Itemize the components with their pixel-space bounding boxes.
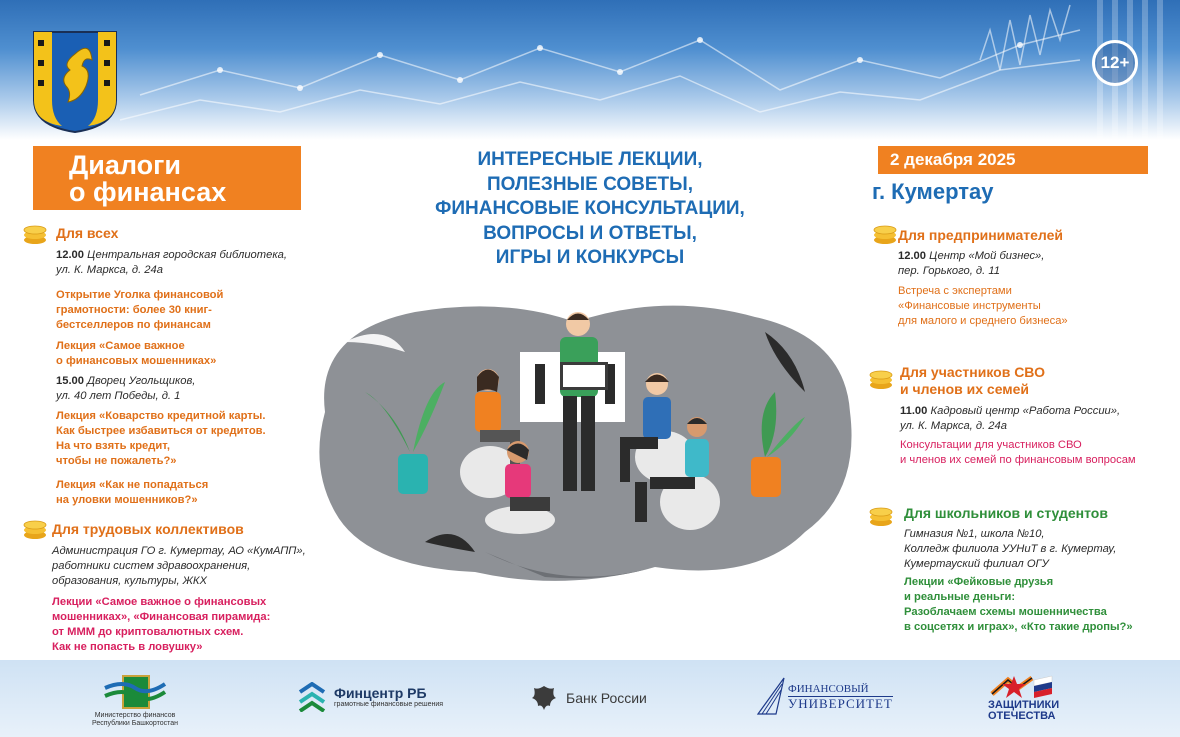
event-line: Разоблачаем схемы мошенничества: [904, 606, 1107, 618]
event-title-line2: о финансах: [69, 177, 227, 207]
event-title: [33, 146, 301, 210]
heading-line: ИНТЕРЕСНЫЕ ЛЕКЦИИ,: [477, 149, 703, 170]
center-heading: [370, 148, 810, 271]
venue-address: ул. К. Маркса, д. 24а: [900, 420, 1007, 432]
coins-icon: [868, 505, 894, 527]
event-line: от МММ до криптовалютных схем.: [52, 626, 244, 638]
header-banner: [0, 0, 1180, 140]
heading-line: ИГРЫ И КОНКУРСЫ: [495, 247, 685, 268]
minfin-caption: [92, 712, 178, 728]
venue-line: Кумертауский филиал ОГУ: [904, 558, 1049, 570]
event-line: Как быстрее избавиться от кредитов.: [56, 425, 266, 437]
venue-name: Центр «Мой бизнес»,: [926, 250, 1045, 262]
venue-address: пер. Горького, д. 11: [898, 265, 1000, 277]
event-time: 15.00: [56, 375, 84, 387]
event-line: Лекции «Самое важное о финансовых: [52, 596, 267, 608]
students-event: [904, 575, 1133, 635]
double-eagle-icon: [528, 682, 560, 714]
event-date: 2 декабря 2025: [878, 146, 1148, 174]
entrepreneurs-event: [898, 284, 1068, 329]
venue-name: Дворец Угольщиков,: [84, 375, 196, 387]
event-time: 12.00: [56, 249, 84, 261]
heading-line: ВОПРОСЫ И ОТВЕТЫ,: [483, 222, 697, 244]
event-fraud-lecture: [56, 339, 216, 369]
coins-icon: [868, 368, 894, 390]
section-heading-for-all: Для всех: [56, 225, 119, 241]
event-city: г. Кумертау: [872, 179, 994, 204]
venue-line: образования, культуры, ЖКХ: [52, 575, 207, 587]
event-line: Открытие Уголка финансовой: [56, 289, 224, 301]
event-line: чтобы не пожалеть?»: [56, 455, 177, 467]
event-line: бестселлеров по финансам: [56, 319, 211, 331]
event-credit-card-lecture: [56, 409, 266, 469]
event-line: в соцсетях и играх», «Кто такие дропы?»: [904, 621, 1133, 633]
event-line: Лекция «Как не попадаться: [56, 479, 209, 491]
minfin-emblem-icon: [103, 672, 167, 712]
section-heading-entrepreneurs: Для предпринимателей: [898, 227, 1063, 243]
university-emblem-icon: [756, 676, 786, 716]
venue-miners-palace: [56, 374, 195, 404]
logo-fincenter-rb: [298, 682, 443, 712]
venue-address: ул. 40 лет Победы, д. 1: [56, 390, 181, 402]
heading-line: Для участников СВО: [900, 364, 1045, 380]
heading-line: ФИНАНСОВЫЕ КОНСУЛЬТАЦИИ,: [435, 198, 745, 219]
event-line: и реальные деньги:: [904, 591, 1016, 603]
svo-venue: [900, 404, 1120, 434]
fincenter-chevron-icon: [298, 682, 326, 712]
consultation-illustration: [305, 292, 865, 607]
logo-financial-university: [756, 676, 893, 716]
fincenter-name: Финцентр РБ: [334, 685, 427, 701]
logo-bank-of-russia: [528, 682, 647, 714]
venue-name: Центральная городская библиотека,: [84, 249, 287, 261]
students-venue: [904, 527, 1116, 572]
event-line: «Финансовые инструменты: [898, 300, 1041, 312]
age-rating-badge: 12+: [1092, 40, 1138, 86]
event-line: Лекция «Самое важное: [56, 340, 185, 352]
logo-defenders-fund: [988, 674, 1059, 722]
partners-footer: [0, 660, 1180, 737]
event-line: на уловки мошенников?»: [56, 494, 198, 506]
minfin-line2: Республики Башкортостан: [92, 720, 179, 727]
event-line: для малого и среднего бизнеса»: [898, 315, 1068, 327]
event-line: Лекции «Фейковые друзья: [904, 576, 1054, 588]
event-line: Встреча с экспертами: [898, 285, 1012, 297]
coins-icon: [22, 223, 48, 245]
event-book-corner: [56, 288, 223, 333]
venue-line: Колледж филиола УУНиТ в г. Кумертау,: [904, 543, 1117, 555]
coins-icon: [872, 223, 898, 245]
star-ribbon-icon: [988, 674, 1054, 700]
event-scam-tricks-lecture: [56, 478, 208, 508]
event-line: На что взять кредит,: [56, 440, 170, 452]
university-line2: УНИВЕРСИТЕТ: [788, 695, 893, 711]
logo-minfin-rb: [92, 672, 178, 728]
event-time: 12.00: [898, 250, 926, 262]
heading-line: ПОЛЕЗНЫЕ СОВЕТЫ,: [486, 173, 694, 195]
section-heading-students: Для школьников и студентов: [904, 505, 1108, 521]
work-teams-lectures: [52, 595, 270, 655]
entrepreneurs-venue: [898, 249, 1044, 279]
event-line: и членов их семей по финансовым вопросам: [900, 454, 1136, 466]
heading-line: и членов их семей: [900, 381, 1030, 397]
coins-icon: [22, 518, 48, 540]
chart-pattern-decoration: [0, 0, 1180, 140]
fincenter-tagline: грамотные финансовые решения: [334, 701, 444, 708]
bank-name: Банк России: [566, 690, 647, 706]
university-line1: ФИНАНСОВЫЙ: [788, 682, 869, 695]
event-time: 11.00: [900, 405, 928, 417]
venue-line: Администрация ГО г. Кумертау, АО «КумАПП»,: [52, 545, 306, 557]
event-line: Консультации для участников СВО: [900, 439, 1082, 451]
section-heading-work-teams: Для трудовых коллективов: [52, 521, 244, 537]
event-line: Лекция «Коварство кредитной карты.: [56, 410, 266, 422]
venue-line: Гимназия №1, школа №10,: [904, 528, 1045, 540]
venue-address: ул. К. Маркса, д. 24а: [56, 264, 163, 276]
defenders-line2: ОТЕЧЕСТВА: [988, 710, 1056, 722]
event-line: Как не попасть в ловушку»: [52, 641, 203, 653]
work-teams-venue: [52, 544, 306, 589]
event-line: о финансовых мошенниках»: [56, 355, 217, 367]
city-coat-of-arms: [32, 30, 118, 134]
defenders-caption: [988, 700, 1059, 722]
venue-name: Кадровый центр «Работа России»,: [927, 405, 1121, 417]
event-line: грамотности: более 30 книг-: [56, 304, 212, 316]
event-title-line1: Диалоги: [69, 150, 181, 180]
section-heading-svo: [900, 364, 1045, 398]
venue-central-library: [56, 248, 287, 278]
defenders-line1: ЗАЩИТНИКИ: [988, 699, 1060, 711]
minfin-line1: Министерство финансов: [94, 712, 176, 719]
venue-line: работники систем здравоохранения,: [52, 560, 251, 572]
svo-event: [900, 438, 1136, 468]
event-line: мошенниках», «Финансовая пирамида:: [52, 611, 271, 623]
